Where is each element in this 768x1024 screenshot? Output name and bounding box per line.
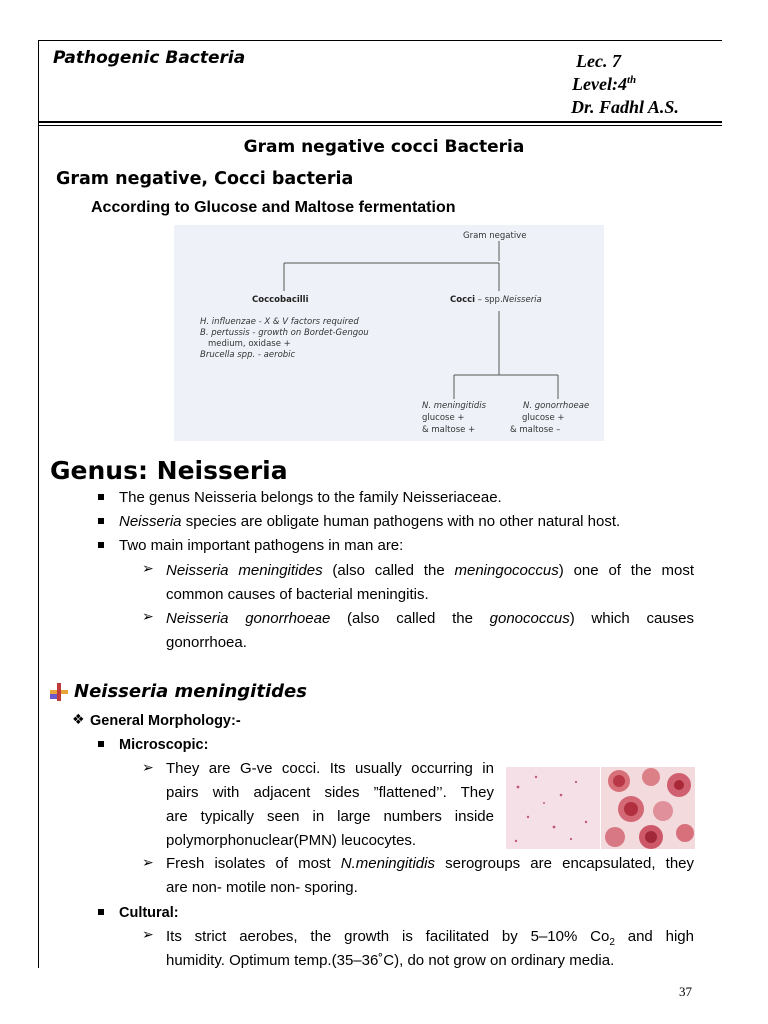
text-run: Fresh isolates of most [166,855,341,872]
genus-heading: Genus: Neisseria [50,456,288,485]
text-run: ) which causes [569,610,694,627]
diagram-nm-name: N. meningitidis [422,401,487,411]
diagram-nm-maltose: & maltose + [422,425,476,435]
genus-bullet-1: The genus Neisseria belongs to the family Neisseriaceae. [119,489,502,506]
text-run: (also called the [322,562,455,579]
fermentation-heading: According to Glucose and Maltose fermentation [91,199,456,216]
section-heading: Neisseria meningitides [74,681,307,702]
arrow-bullet-icon: ➢ [142,855,154,871]
cultural-line-2: humidity. Optimum temp.(35–36˚C), do not grow on ordinary media. [166,952,615,969]
arrow-bullet-icon: ➢ [142,561,154,577]
microscopic-line-2: pairs with adjacent sides ”flattened’’. They [166,784,494,801]
microscopic-line-4: polymorphonuclear(PMN) leucocytes. [166,832,417,849]
bullet-square [98,909,104,915]
header-info [571,50,721,119]
text-run: ) one of the most [558,562,694,579]
pathogen-1-line-1 [166,559,694,583]
level [571,73,721,96]
bullet-square [98,494,104,500]
text-run: (also called the [330,610,490,627]
microscopic-heading: Microscopic: [119,737,209,753]
frame-top-border [38,40,722,41]
text-run: serogroups are encapsulated, they [434,855,695,872]
micrograph-pmn-image [601,767,695,849]
header-rule-thin [38,125,722,126]
pathogen-2-line-2: gonorrhoea. [166,634,247,651]
diagram-cocci [450,295,542,306]
pathogen-1-line-2: common causes of bacterial meningitis. [166,586,429,603]
lecture-number: Lec. 7 [576,51,621,71]
diagram-left-line-2: B. pertussis - growth on Bordet-Gengou [200,328,369,338]
diagram-left-line-3: medium, oxidase + [208,339,291,349]
microscopic-line-3: are typically seen in large numbers inside [166,808,494,825]
section-plus-icon [50,683,68,701]
meningococcus-italic: meningococcus [454,562,559,579]
diamond-bullet-icon: ❖ [72,712,85,728]
diagram-ng-maltose: & maltose – [510,425,561,435]
diagram-left-line-4: Brucella spp. - aerobic [200,350,296,360]
genus-bullet-3: Two main important pathogens in man are: [119,537,404,554]
header-rule-thick [38,121,722,123]
cocci-spp: – spp. [475,295,503,305]
arrow-bullet-icon: ➢ [142,760,154,776]
diagram-nm-glucose: glucose + [422,413,465,423]
neisseria-italic: Neisseria [119,513,182,530]
micrograph-gram-stain-image [506,767,600,849]
pathogen-2-line-1 [166,607,694,631]
pathogen-1-name: Neisseria meningitides [166,562,323,579]
diagram-ng-name: N. gonorrhoeae [523,401,590,411]
nmeningitidis-italic: N.meningitidis [340,855,435,872]
level-text: Level:4 [572,74,627,94]
genus-bullet-2 [119,510,620,534]
cocci-label: Cocci [450,295,476,305]
co2-subscript: 2 [609,937,615,948]
cocci-neisseria: Neisseria [502,295,542,305]
cultural-heading: Cultural: [119,905,179,921]
pathogen-2-name: Neisseria gonorrhoeae [166,610,331,627]
author: Dr. Fadhl A.S. [571,97,679,117]
bullet-2-text: species are obligate human pathogens with no other natural host. [181,513,621,530]
bullet-square [98,542,104,548]
arrow-bullet-icon: ➢ [142,609,154,625]
text-run: and high [614,928,694,945]
bullet-square [98,518,104,524]
microscopic-line-5 [166,852,694,876]
bullet-square [98,741,104,747]
sub-heading: Gram negative, Cocci bacteria [56,169,354,189]
text-run: Its strict aerobes, the growth is facilitated by 5–10% Co [166,928,610,945]
diagram-coccobacilli: Coccobacilli [252,295,309,305]
general-morphology-heading: General Morphology:- [90,713,241,729]
gonococcus-italic: gonococcus [489,610,570,627]
classification-diagram [174,225,604,441]
diagram-ng-glucose: glucose + [522,413,565,423]
frame-left-border [38,40,39,968]
microscopic-line-1: They are G-ve cocci. Its usually occurring in [166,760,494,777]
main-heading: Gram negative cocci Bacteria [243,137,525,157]
page-number: 37 [679,984,692,999]
microscopic-line-6: are non- motile non- sporing. [166,879,358,896]
arrow-bullet-icon: ➢ [142,927,154,943]
header-title: Pathogenic Bacteria [53,48,246,68]
diagram-left-line-1: H. influenzae - X & V factors required [200,317,359,327]
level-sup: th [626,74,637,86]
diagram-root: Gram negative [463,231,527,241]
